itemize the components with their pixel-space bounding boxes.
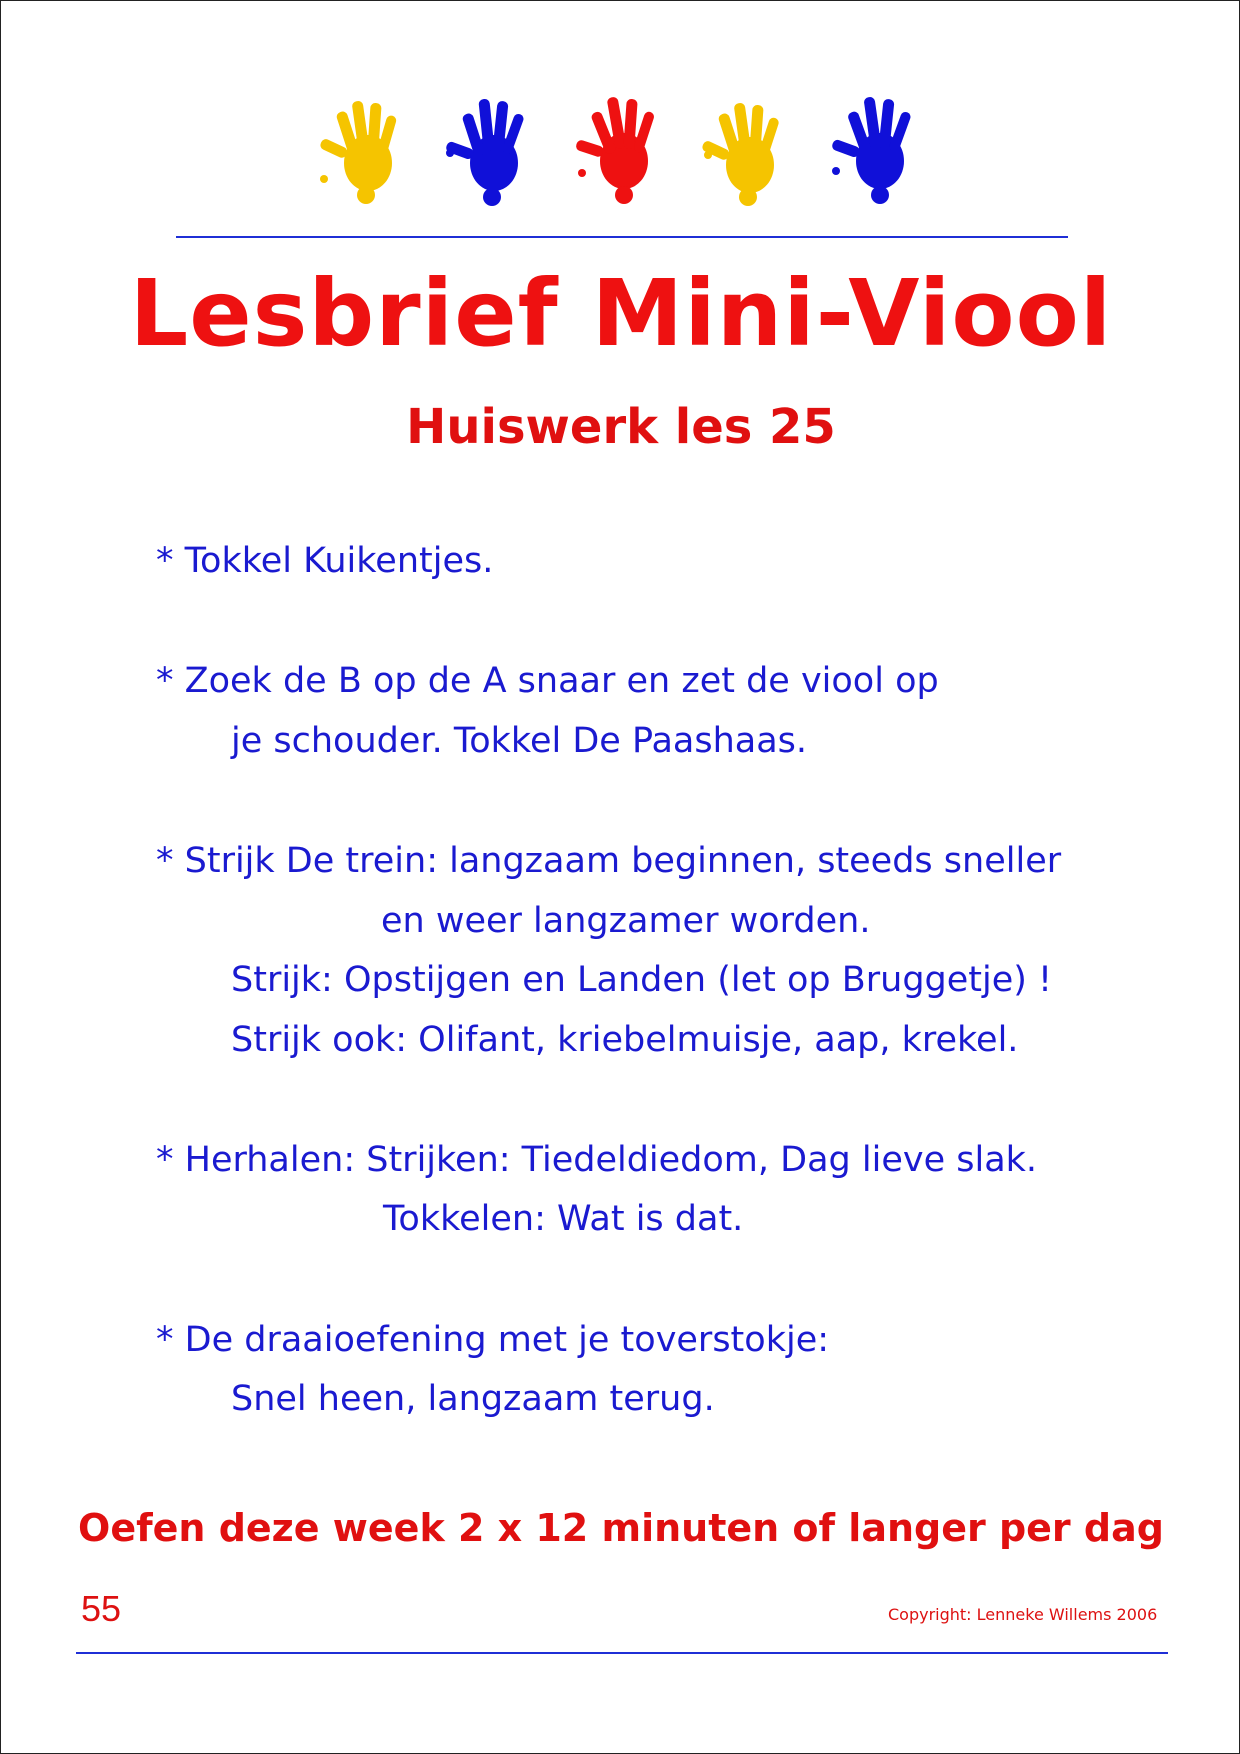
task-line: en weer langzamer worden.	[381, 901, 871, 941]
page-title: Lesbrief Mini-Viool	[129, 260, 1113, 367]
task-line: * Zoek de B op de A snaar en zet de viool op	[156, 661, 939, 701]
task-line: Strijk ook: Olifant, kriebelmuisje, aap, krekel.	[231, 1020, 1019, 1060]
yellow-hand-icon	[316, 93, 416, 211]
copyright-notice: Copyright: Lenneke Willems 2006	[888, 1605, 1158, 1624]
red-hand-icon	[572, 93, 672, 211]
page-number: 55	[81, 1588, 122, 1629]
task-line: Snel heen, langzaam terug.	[231, 1379, 715, 1419]
bottom-divider	[76, 1652, 1168, 1654]
task-line: * Tokkel Kuikentjes.	[156, 541, 494, 581]
blue-hand-icon	[444, 93, 544, 211]
practice-note: Oefen deze week 2 x 12 minuten of langer per dag	[78, 1506, 1164, 1550]
task-line: * Herhalen: Strijken: Tiedeldiedom, Dag lieve slak.	[156, 1140, 1038, 1180]
task-line: * De draaioefening met je toverstokje:	[156, 1320, 830, 1360]
top-divider	[176, 236, 1068, 238]
page-subtitle: Huiswerk les 25	[406, 399, 836, 455]
handprints-banner	[316, 93, 936, 218]
task-line: Tokkelen: Wat is dat.	[383, 1199, 744, 1239]
task-line: * Strijk De trein: langzaam beginnen, steeds sneller	[156, 841, 1062, 881]
task-line: je schouder. Tokkel De Paashaas.	[231, 721, 808, 761]
blue-hand-icon	[828, 93, 928, 211]
yellow-hand-icon	[700, 93, 800, 211]
task-line: Strijk: Opstijgen en Landen (let op Bruggetje) !	[231, 960, 1053, 1000]
